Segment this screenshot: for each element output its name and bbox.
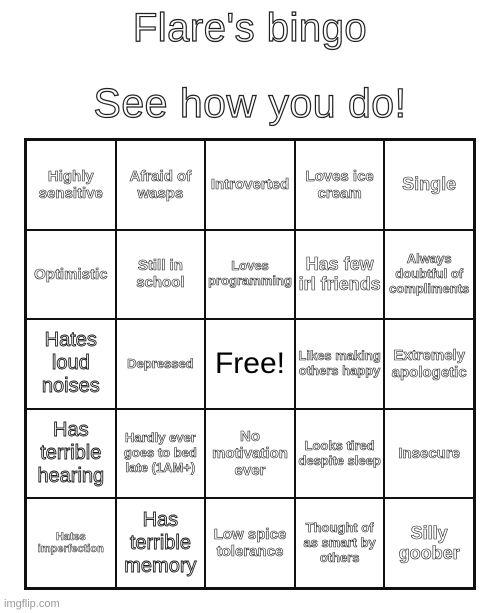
bingo-cell-label: Loves ice cream [305, 167, 374, 202]
bingo-cell [26, 230, 116, 320]
free-space-label: Free! [214, 346, 285, 380]
bingo-cell-label: Extremely apologetic [391, 346, 467, 381]
bingo-cell [205, 140, 295, 230]
bingo-cell-label: Afraid of wasps [129, 167, 192, 202]
bingo-cell [26, 319, 116, 409]
imgflip-watermark: imgflip.com [4, 598, 60, 610]
bingo-cell [295, 409, 385, 499]
bingo-cell-label: Depressed [127, 355, 194, 371]
bingo-cell [116, 319, 206, 409]
bingo-cell-label: Loves programming [208, 258, 292, 289]
bingo-cell [26, 498, 116, 588]
bingo-cell-label: Likes making others happy [298, 348, 381, 378]
bingo-cell [384, 319, 474, 409]
bingo-cell [295, 140, 385, 230]
bingo-cell-label: Low spice tolerance [213, 525, 287, 561]
bingo-cell-label: Hates loud noises [41, 329, 100, 398]
bingo-subtitle: See how you do! [93, 80, 407, 126]
bingo-cell [384, 230, 474, 320]
bingo-cell [116, 230, 206, 320]
bingo-cell [26, 409, 116, 499]
bingo-cell-label: Has few irl friends [298, 253, 381, 295]
bingo-cell-label: Looks tired despite sleep [298, 437, 381, 468]
bingo-cell [205, 230, 295, 320]
bingo-title: Flare's bingo [132, 6, 368, 50]
bingo-cell [205, 409, 295, 499]
bingo-cell [384, 140, 474, 230]
bingo-cell-label: Introverted [210, 176, 290, 194]
bingo-cell [26, 140, 116, 230]
bingo-cell-label: Always doubtful of compliments [389, 250, 470, 296]
free-space-cell [205, 319, 295, 409]
bingo-cell [384, 409, 474, 499]
bingo-cell [295, 498, 385, 588]
bingo-cell [116, 498, 206, 588]
bingo-cell-label: Single [402, 174, 457, 195]
bingo-cell [295, 230, 385, 320]
bingo-cell-label: No motivation ever [212, 427, 288, 480]
bingo-cell-label: Hardly ever goes to bed late (1AM+) [123, 430, 197, 476]
bingo-cell-label: Optimistic [34, 265, 108, 283]
bingo-cell-label: Highly sensitive [38, 167, 103, 202]
bingo-cell [295, 319, 385, 409]
bingo-cell-label: Has terrible memory [124, 508, 197, 577]
bingo-cell-label: Silly goober [398, 522, 460, 564]
bingo-grid [24, 138, 476, 590]
bingo-cell [384, 498, 474, 588]
bingo-cell [116, 409, 206, 499]
bingo-cell [116, 140, 206, 230]
bingo-cell-label: Has terrible hearing [37, 419, 105, 488]
bingo-cell [205, 498, 295, 588]
bingo-cell-label: Insecure [398, 444, 461, 462]
bingo-cell-label: Hates imperfection [37, 530, 104, 556]
bingo-cell-label: Thought of as smart by others [303, 519, 376, 565]
bingo-cell-label: Still in school [136, 257, 185, 292]
